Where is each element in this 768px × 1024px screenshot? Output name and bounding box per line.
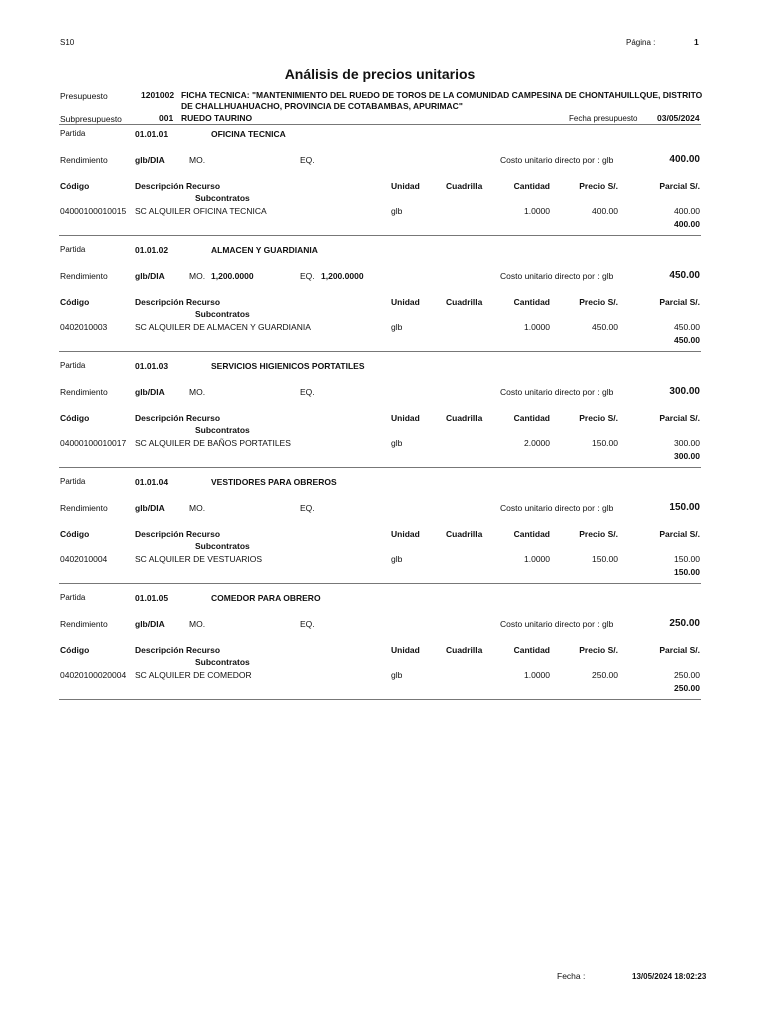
- footer-fecha-value: 13/05/2024 18:02:23: [632, 972, 707, 981]
- item-descripcion: SC ALQUILER OFICINA TECNICA: [135, 206, 267, 216]
- col-precio: Precio S/.: [579, 297, 618, 307]
- item-cantidad: 2.0000: [524, 438, 550, 448]
- mo-label: MO.: [189, 271, 206, 281]
- rendimiento-label: Rendimiento: [60, 503, 108, 513]
- header-divider: [59, 124, 701, 125]
- eq-label: EQ.: [300, 503, 315, 513]
- col-cuadrilla: Cuadrilla: [446, 413, 483, 423]
- subpresupuesto-name: RUEDO TAURINO: [181, 113, 253, 123]
- mo-value: 1,200.0000: [211, 271, 254, 281]
- partida-code: 01.01.03: [135, 361, 169, 371]
- subpresupuesto-code: 001: [159, 113, 174, 123]
- col-parcial: Parcial S/.: [659, 297, 700, 307]
- item-parcial: 400.00: [674, 206, 700, 216]
- item-descripcion: SC ALQUILER DE ALMACEN Y GUARDIANIA: [135, 322, 311, 332]
- presupuesto-code: 1201002: [141, 90, 175, 100]
- partida-name: ALMACEN Y GUARDIANIA: [211, 245, 318, 255]
- col-cantidad: Cantidad: [513, 297, 550, 307]
- col-descripcion: Descripción Recurso: [135, 181, 221, 191]
- costo-unitario-label: Costo unitario directo por : glb: [500, 387, 614, 397]
- col-unidad: Unidad: [391, 529, 420, 539]
- item-codigo: 0402010003: [60, 322, 108, 332]
- costo-unitario-value: 250.00: [669, 618, 700, 629]
- col-cuadrilla: Cuadrilla: [446, 645, 483, 655]
- eq-label: EQ.: [300, 387, 315, 397]
- presupuesto-description-line2: DE CHALLHUAHUACHO, PROVINCIA DE COTABAMBAS, APURIMAC": [181, 101, 463, 111]
- partida-divider: [59, 583, 701, 584]
- col-unidad: Unidad: [391, 645, 420, 655]
- partida-subtotal: 250.00: [674, 683, 700, 693]
- costo-unitario-value: 400.00: [669, 154, 700, 165]
- eq-value: 1,200.0000: [321, 271, 364, 281]
- costo-unitario-label: Costo unitario directo por : glb: [500, 271, 614, 281]
- col-descripcion: Descripción Recurso: [135, 413, 221, 423]
- mo-label: MO.: [189, 619, 206, 629]
- item-unidad: glb: [391, 670, 403, 680]
- item-precio: 250.00: [592, 670, 618, 680]
- partida-code: 01.01.02: [135, 245, 169, 255]
- partida-divider: [59, 351, 701, 352]
- page-number: 1: [694, 37, 699, 47]
- rendimiento-unit: glb/DIA: [135, 155, 165, 165]
- col-parcial: Parcial S/.: [659, 645, 700, 655]
- mo-label: MO.: [189, 387, 206, 397]
- costo-unitario-label: Costo unitario directo por : glb: [500, 503, 614, 513]
- item-parcial: 300.00: [674, 438, 700, 448]
- col-parcial: Parcial S/.: [659, 413, 700, 423]
- fecha-presupuesto-label: Fecha presupuesto: [569, 114, 638, 123]
- item-precio: 150.00: [592, 438, 618, 448]
- partida-name: OFICINA TECNICA: [211, 129, 286, 139]
- subcontratos-group: Subcontratos: [195, 193, 250, 203]
- mo-label: MO.: [189, 155, 206, 165]
- rendimiento-label: Rendimiento: [60, 387, 108, 397]
- col-precio: Precio S/.: [579, 181, 618, 191]
- col-codigo: Código: [60, 297, 90, 307]
- mo-label: MO.: [189, 503, 206, 513]
- item-unidad: glb: [391, 554, 403, 564]
- item-codigo: 04020100020004: [60, 670, 127, 680]
- item-codigo: 04000100010017: [60, 438, 127, 448]
- page-title: Análisis de precios unitarios: [284, 66, 476, 82]
- col-descripcion: Descripción Recurso: [135, 529, 221, 539]
- partida-code: 01.01.05: [135, 593, 169, 603]
- fecha-presupuesto-value: 03/05/2024: [657, 113, 700, 123]
- partida-name: SERVICIOS HIGIENICOS PORTATILES: [211, 361, 365, 371]
- col-unidad: Unidad: [391, 181, 420, 191]
- partida-name: COMEDOR PARA OBRERO: [211, 593, 321, 603]
- item-codigo: 04000100010015: [60, 206, 127, 216]
- rendimiento-unit: glb/DIA: [135, 619, 165, 629]
- partida-block: [0, 126, 768, 242]
- subcontratos-group: Subcontratos: [195, 657, 250, 667]
- partida-subtotal: 150.00: [674, 567, 700, 577]
- item-unidad: glb: [391, 438, 403, 448]
- partida-name: VESTIDORES PARA OBREROS: [211, 477, 337, 487]
- partida-block: [0, 242, 768, 358]
- col-cuadrilla: Cuadrilla: [446, 297, 483, 307]
- item-unidad: glb: [391, 206, 403, 216]
- partida-label: Partida: [60, 245, 86, 254]
- item-unidad: glb: [391, 322, 403, 332]
- partida-label: Partida: [60, 129, 86, 138]
- item-cantidad: 1.0000: [524, 554, 550, 564]
- item-cantidad: 1.0000: [524, 670, 550, 680]
- partida-divider: [59, 235, 701, 236]
- partida-divider: [59, 467, 701, 468]
- eq-label: EQ.: [300, 155, 315, 165]
- col-unidad: Unidad: [391, 413, 420, 423]
- col-precio: Precio S/.: [579, 413, 618, 423]
- col-cantidad: Cantidad: [513, 529, 550, 539]
- rendimiento-unit: glb/DIA: [135, 387, 165, 397]
- col-cuadrilla: Cuadrilla: [446, 529, 483, 539]
- item-codigo: 0402010004: [60, 554, 108, 564]
- partida-subtotal: 400.00: [674, 219, 700, 229]
- col-codigo: Código: [60, 413, 90, 423]
- costo-unitario-value: 450.00: [669, 270, 700, 281]
- subpresupuesto-label: Subpresupuesto: [60, 114, 122, 124]
- costo-unitario-value: 300.00: [669, 386, 700, 397]
- item-descripcion: SC ALQUILER DE BAÑOS PORTATILES: [135, 438, 291, 448]
- costo-unitario-label: Costo unitario directo por : glb: [500, 155, 614, 165]
- rendimiento-label: Rendimiento: [60, 619, 108, 629]
- col-cantidad: Cantidad: [513, 645, 550, 655]
- item-parcial: 450.00: [674, 322, 700, 332]
- item-precio: 150.00: [592, 554, 618, 564]
- col-cuadrilla: Cuadrilla: [446, 181, 483, 191]
- col-cantidad: Cantidad: [513, 181, 550, 191]
- col-precio: Precio S/.: [579, 645, 618, 655]
- rendimiento-unit: glb/DIA: [135, 503, 165, 513]
- col-codigo: Código: [60, 645, 90, 655]
- partida-subtotal: 450.00: [674, 335, 700, 345]
- partida-block: [0, 590, 768, 706]
- item-cantidad: 1.0000: [524, 206, 550, 216]
- eq-label: EQ.: [300, 271, 315, 281]
- subcontratos-group: Subcontratos: [195, 541, 250, 551]
- item-parcial: 250.00: [674, 670, 700, 680]
- col-cantidad: Cantidad: [513, 413, 550, 423]
- partida-label: Partida: [60, 477, 86, 486]
- item-precio: 450.00: [592, 322, 618, 332]
- partida-block: [0, 358, 768, 474]
- eq-label: EQ.: [300, 619, 315, 629]
- footer-fecha-label: Fecha :: [557, 971, 586, 981]
- partida-label: Partida: [60, 593, 86, 602]
- costo-unitario-label: Costo unitario directo por : glb: [500, 619, 614, 629]
- col-precio: Precio S/.: [579, 529, 618, 539]
- rendimiento-unit: glb/DIA: [135, 271, 165, 281]
- col-unidad: Unidad: [391, 297, 420, 307]
- subcontratos-group: Subcontratos: [195, 425, 250, 435]
- col-codigo: Código: [60, 181, 90, 191]
- col-codigo: Código: [60, 529, 90, 539]
- costo-unitario-value: 150.00: [669, 502, 700, 513]
- software-tag: S10: [60, 38, 75, 47]
- partida-code: 01.01.04: [135, 477, 169, 487]
- item-cantidad: 1.0000: [524, 322, 550, 332]
- presupuesto-description-line1: FICHA TECNICA: "MANTENIMIENTO DEL RUEDO DE TOROS DE LA COMUNIDAD CAMPESINA DE CHONTAHUILLQUE, DISTRITO: [181, 90, 703, 100]
- col-descripcion: Descripción Recurso: [135, 297, 221, 307]
- item-precio: 400.00: [592, 206, 618, 216]
- rendimiento-label: Rendimiento: [60, 155, 108, 165]
- rendimiento-label: Rendimiento: [60, 271, 108, 281]
- subcontratos-group: Subcontratos: [195, 309, 250, 319]
- partida-subtotal: 300.00: [674, 451, 700, 461]
- col-descripcion: Descripción Recurso: [135, 645, 221, 655]
- item-descripcion: SC ALQUILER DE VESTUARIOS: [135, 554, 263, 564]
- item-parcial: 150.00: [674, 554, 700, 564]
- item-descripcion: SC ALQUILER DE COMEDOR: [135, 670, 252, 680]
- partida-divider: [59, 699, 701, 700]
- partida-label: Partida: [60, 361, 86, 370]
- col-parcial: Parcial S/.: [659, 529, 700, 539]
- presupuesto-label: Presupuesto: [60, 91, 108, 101]
- partida-block: [0, 474, 768, 590]
- page-label: Página :: [626, 38, 656, 47]
- col-parcial: Parcial S/.: [659, 181, 700, 191]
- partida-code: 01.01.01: [135, 129, 169, 139]
